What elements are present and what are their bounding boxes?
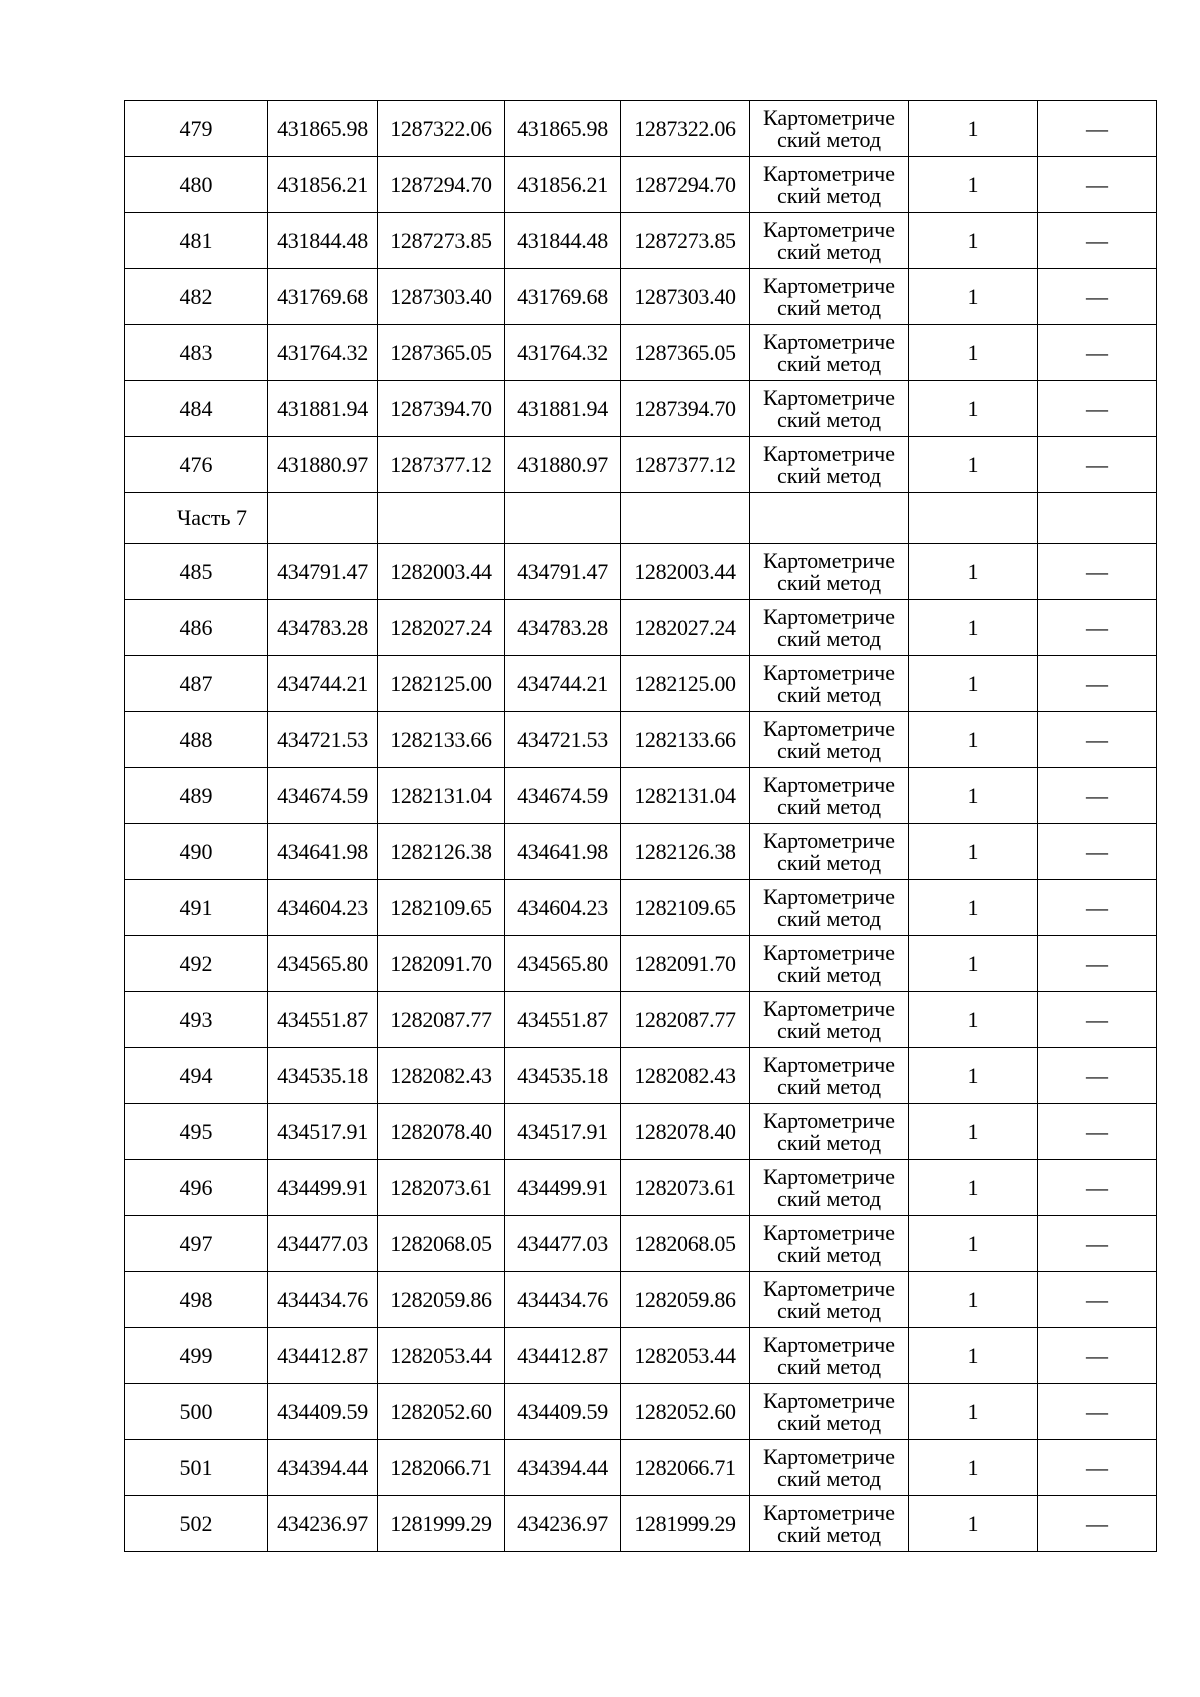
x-existing-cell: 434783.28 xyxy=(268,600,378,656)
x-existing-cell: 431769.68 xyxy=(268,269,378,325)
x-existing-cell: 431844.48 xyxy=(268,213,378,269)
x-existing-cell: 434517.91 xyxy=(268,1104,378,1160)
note-cell: — xyxy=(1038,1384,1157,1440)
y-specified-cell: 1282109.65 xyxy=(621,880,750,936)
y-specified-cell: 1282003.44 xyxy=(621,544,750,600)
method-text-line: ский метод xyxy=(776,1409,882,1435)
method-text-line: Картометриче xyxy=(763,1219,895,1245)
x-existing-cell: 434565.80 xyxy=(268,936,378,992)
y-specified-cell: 1282087.77 xyxy=(621,992,750,1048)
x-existing-cell: 434551.87 xyxy=(268,992,378,1048)
y-specified-cell: 1287322.06 xyxy=(621,101,750,157)
accuracy-cell: 1 xyxy=(909,656,1038,712)
method-cell xyxy=(750,1440,909,1496)
note-cell: — xyxy=(1038,1272,1157,1328)
method-text-line: ский метод xyxy=(776,1297,882,1323)
y-existing-cell: 1282066.71 xyxy=(378,1440,505,1496)
x-existing-cell: 434499.91 xyxy=(268,1160,378,1216)
note-cell: — xyxy=(1038,101,1157,157)
part-label: Часть 7 xyxy=(125,493,268,544)
method-text-line: Картометриче xyxy=(763,1107,895,1133)
method-text-line: ский метод xyxy=(776,681,882,707)
accuracy-cell: 1 xyxy=(909,1048,1038,1104)
x-existing-cell: 434434.76 xyxy=(268,1272,378,1328)
method-text-line: ский метод xyxy=(776,569,882,595)
method-cell xyxy=(750,381,909,437)
empty-cell xyxy=(505,493,621,544)
table-row xyxy=(125,768,1157,824)
y-existing-cell: 1282109.65 xyxy=(378,880,505,936)
method-text-line: Картометриче xyxy=(763,547,895,573)
x-existing-cell: 434721.53 xyxy=(268,712,378,768)
y-specified-cell: 1282027.24 xyxy=(621,600,750,656)
y-existing-cell: 1287303.40 xyxy=(378,269,505,325)
note-cell: — xyxy=(1038,1328,1157,1384)
y-specified-cell: 1287273.85 xyxy=(621,213,750,269)
accuracy-cell: 1 xyxy=(909,381,1038,437)
method-text-line: Картометриче xyxy=(763,272,895,298)
method-cell xyxy=(750,213,909,269)
method-text-line: Картометриче xyxy=(763,939,895,965)
y-existing-cell: 1287322.06 xyxy=(378,101,505,157)
accuracy-cell: 1 xyxy=(909,712,1038,768)
method-cell xyxy=(750,437,909,493)
method-text-line: ский метод xyxy=(776,1241,882,1267)
y-existing-cell: 1282052.60 xyxy=(378,1384,505,1440)
x-existing-cell: 434412.87 xyxy=(268,1328,378,1384)
method-text-line: Картометриче xyxy=(763,827,895,853)
x-existing-cell: 434477.03 xyxy=(268,1216,378,1272)
point-number-cell: 488 xyxy=(125,712,268,768)
method-cell xyxy=(750,712,909,768)
y-existing-cell: 1287273.85 xyxy=(378,213,505,269)
point-number-cell: 489 xyxy=(125,768,268,824)
y-specified-cell: 1287377.12 xyxy=(621,437,750,493)
method-text-line: ский метод xyxy=(776,625,882,651)
method-text-line: Картометриче xyxy=(763,216,895,242)
accuracy-cell: 1 xyxy=(909,1384,1038,1440)
method-text-line: Картометриче xyxy=(763,104,895,130)
x-specified-cell: 434791.47 xyxy=(505,544,621,600)
point-number-cell: 495 xyxy=(125,1104,268,1160)
method-text-line: Картометриче xyxy=(763,659,895,685)
point-number-cell: 499 xyxy=(125,1328,268,1384)
table-row xyxy=(125,269,1157,325)
method-text-line: ский метод xyxy=(776,905,882,931)
method-cell xyxy=(750,1496,909,1552)
x-specified-cell: 434517.91 xyxy=(505,1104,621,1160)
x-existing-cell: 431856.21 xyxy=(268,157,378,213)
table-row xyxy=(125,1104,1157,1160)
empty-cell xyxy=(1038,493,1157,544)
method-text-line: ский метод xyxy=(776,1073,882,1099)
x-existing-cell: 434409.59 xyxy=(268,1384,378,1440)
x-existing-cell: 431880.97 xyxy=(268,437,378,493)
method-text-line: Картометриче xyxy=(763,160,895,186)
y-specified-cell: 1282066.71 xyxy=(621,1440,750,1496)
x-specified-cell: 434674.59 xyxy=(505,768,621,824)
y-existing-cell: 1287294.70 xyxy=(378,157,505,213)
method-cell xyxy=(750,936,909,992)
accuracy-cell: 1 xyxy=(909,325,1038,381)
table-row xyxy=(125,437,1157,493)
note-cell: — xyxy=(1038,1440,1157,1496)
point-number-cell: 484 xyxy=(125,381,268,437)
x-existing-cell: 434394.44 xyxy=(268,1440,378,1496)
table-row xyxy=(125,880,1157,936)
x-specified-cell: 434535.18 xyxy=(505,1048,621,1104)
table-row xyxy=(125,381,1157,437)
accuracy-cell: 1 xyxy=(909,1104,1038,1160)
point-number-cell: 500 xyxy=(125,1384,268,1440)
y-existing-cell: 1282003.44 xyxy=(378,544,505,600)
x-existing-cell: 434791.47 xyxy=(268,544,378,600)
method-text-line: ский метод xyxy=(776,1353,882,1379)
point-number-cell: 502 xyxy=(125,1496,268,1552)
point-number-cell: 487 xyxy=(125,656,268,712)
y-existing-cell: 1287394.70 xyxy=(378,381,505,437)
method-text-line: ский метод xyxy=(776,793,882,819)
note-cell: — xyxy=(1038,1496,1157,1552)
y-specified-cell: 1282082.43 xyxy=(621,1048,750,1104)
point-number-cell: 479 xyxy=(125,101,268,157)
x-specified-cell: 434394.44 xyxy=(505,1440,621,1496)
table-row xyxy=(125,1328,1157,1384)
x-existing-cell: 434535.18 xyxy=(268,1048,378,1104)
method-cell xyxy=(750,544,909,600)
table-row xyxy=(125,936,1157,992)
x-existing-cell: 434744.21 xyxy=(268,656,378,712)
method-text-line: Картометриче xyxy=(763,1163,895,1189)
y-existing-cell: 1282059.86 xyxy=(378,1272,505,1328)
x-specified-cell: 431856.21 xyxy=(505,157,621,213)
y-existing-cell: 1282125.00 xyxy=(378,656,505,712)
table-row xyxy=(125,101,1157,157)
table-row xyxy=(125,600,1157,656)
empty-cell xyxy=(621,493,750,544)
method-text-line: ский метод xyxy=(776,1521,882,1547)
x-specified-cell: 434236.97 xyxy=(505,1496,621,1552)
y-existing-cell: 1282053.44 xyxy=(378,1328,505,1384)
method-cell xyxy=(750,880,909,936)
method-text-line: ский метод xyxy=(776,294,882,320)
x-specified-cell: 434477.03 xyxy=(505,1216,621,1272)
point-number-cell: 498 xyxy=(125,1272,268,1328)
note-cell: — xyxy=(1038,936,1157,992)
note-cell: — xyxy=(1038,1104,1157,1160)
accuracy-cell: 1 xyxy=(909,1496,1038,1552)
y-specified-cell: 1287365.05 xyxy=(621,325,750,381)
x-specified-cell: 434744.21 xyxy=(505,656,621,712)
part-header-row xyxy=(125,493,1157,544)
y-specified-cell: 1282125.00 xyxy=(621,656,750,712)
x-existing-cell: 434604.23 xyxy=(268,880,378,936)
y-specified-cell: 1282091.70 xyxy=(621,936,750,992)
note-cell: — xyxy=(1038,1216,1157,1272)
method-cell xyxy=(750,1328,909,1384)
method-text-line: Картометриче xyxy=(763,1499,895,1525)
table-row xyxy=(125,656,1157,712)
note-cell: — xyxy=(1038,712,1157,768)
accuracy-cell: 1 xyxy=(909,157,1038,213)
y-existing-cell: 1287365.05 xyxy=(378,325,505,381)
y-existing-cell: 1287377.12 xyxy=(378,437,505,493)
method-cell xyxy=(750,157,909,213)
method-cell xyxy=(750,1160,909,1216)
table-row xyxy=(125,824,1157,880)
table-row xyxy=(125,1160,1157,1216)
note-cell: — xyxy=(1038,824,1157,880)
accuracy-cell: 1 xyxy=(909,1328,1038,1384)
accuracy-cell: 1 xyxy=(909,600,1038,656)
table-row xyxy=(125,544,1157,600)
empty-cell xyxy=(378,493,505,544)
x-specified-cell: 434434.76 xyxy=(505,1272,621,1328)
method-text-line: ский метод xyxy=(776,350,882,376)
y-specified-cell: 1282126.38 xyxy=(621,824,750,880)
x-existing-cell: 434674.59 xyxy=(268,768,378,824)
point-number-cell: 501 xyxy=(125,1440,268,1496)
table-row xyxy=(125,1216,1157,1272)
accuracy-cell: 1 xyxy=(909,1216,1038,1272)
point-number-cell: 491 xyxy=(125,880,268,936)
y-existing-cell: 1282078.40 xyxy=(378,1104,505,1160)
note-cell: — xyxy=(1038,880,1157,936)
x-specified-cell: 431769.68 xyxy=(505,269,621,325)
method-text-line: Картометриче xyxy=(763,883,895,909)
y-specified-cell: 1287294.70 xyxy=(621,157,750,213)
method-cell xyxy=(750,1272,909,1328)
y-existing-cell: 1282068.05 xyxy=(378,1216,505,1272)
x-specified-cell: 431865.98 xyxy=(505,101,621,157)
method-text-line: Картометриче xyxy=(763,771,895,797)
x-existing-cell: 431881.94 xyxy=(268,381,378,437)
y-existing-cell: 1282133.66 xyxy=(378,712,505,768)
note-cell: — xyxy=(1038,269,1157,325)
accuracy-cell: 1 xyxy=(909,101,1038,157)
point-number-cell: 494 xyxy=(125,1048,268,1104)
method-cell xyxy=(750,1216,909,1272)
accuracy-cell: 1 xyxy=(909,544,1038,600)
method-text-line: Картометриче xyxy=(763,1331,895,1357)
method-text-line: ский метод xyxy=(776,406,882,432)
point-number-cell: 486 xyxy=(125,600,268,656)
y-existing-cell: 1282087.77 xyxy=(378,992,505,1048)
y-specified-cell: 1282078.40 xyxy=(621,1104,750,1160)
method-text-line: ский метод xyxy=(776,961,882,987)
table-row xyxy=(125,157,1157,213)
empty-cell xyxy=(750,493,909,544)
point-number-cell: 476 xyxy=(125,437,268,493)
note-cell: — xyxy=(1038,1048,1157,1104)
x-specified-cell: 434641.98 xyxy=(505,824,621,880)
point-number-cell: 482 xyxy=(125,269,268,325)
accuracy-cell: 1 xyxy=(909,1272,1038,1328)
method-cell xyxy=(750,768,909,824)
accuracy-cell: 1 xyxy=(909,880,1038,936)
table-row xyxy=(125,1048,1157,1104)
x-specified-cell: 434783.28 xyxy=(505,600,621,656)
method-text-line: ский метод xyxy=(776,1185,882,1211)
point-number-cell: 496 xyxy=(125,1160,268,1216)
table-row xyxy=(125,325,1157,381)
note-cell: — xyxy=(1038,437,1157,493)
point-number-cell: 493 xyxy=(125,992,268,1048)
x-specified-cell: 434412.87 xyxy=(505,1328,621,1384)
accuracy-cell: 1 xyxy=(909,992,1038,1048)
method-text-line: ский метод xyxy=(776,126,882,152)
x-specified-cell: 431881.94 xyxy=(505,381,621,437)
point-number-cell: 485 xyxy=(125,544,268,600)
point-number-cell: 492 xyxy=(125,936,268,992)
x-specified-cell: 434565.80 xyxy=(505,936,621,992)
method-text-line: ский метод xyxy=(776,462,882,488)
y-specified-cell: 1287394.70 xyxy=(621,381,750,437)
accuracy-cell: 1 xyxy=(909,936,1038,992)
x-existing-cell: 434236.97 xyxy=(268,1496,378,1552)
x-existing-cell: 434641.98 xyxy=(268,824,378,880)
note-cell: — xyxy=(1038,656,1157,712)
method-text-line: Картометриче xyxy=(763,995,895,1021)
method-cell xyxy=(750,1384,909,1440)
method-text-line: ский метод xyxy=(776,238,882,264)
y-specified-cell: 1282068.05 xyxy=(621,1216,750,1272)
note-cell: — xyxy=(1038,600,1157,656)
note-cell: — xyxy=(1038,768,1157,824)
x-existing-cell: 431865.98 xyxy=(268,101,378,157)
point-number-cell: 490 xyxy=(125,824,268,880)
method-cell xyxy=(750,269,909,325)
method-cell xyxy=(750,656,909,712)
y-existing-cell: 1282126.38 xyxy=(378,824,505,880)
x-specified-cell: 434409.59 xyxy=(505,1384,621,1440)
x-specified-cell: 434721.53 xyxy=(505,712,621,768)
method-text-line: ский метод xyxy=(776,737,882,763)
method-text-line: Картометриче xyxy=(763,440,895,466)
note-cell: — xyxy=(1038,1160,1157,1216)
method-cell xyxy=(750,1104,909,1160)
accuracy-cell: 1 xyxy=(909,437,1038,493)
table-row xyxy=(125,1496,1157,1552)
method-cell xyxy=(750,101,909,157)
note-cell: — xyxy=(1038,992,1157,1048)
empty-cell xyxy=(909,493,1038,544)
x-specified-cell: 431764.32 xyxy=(505,325,621,381)
note-cell: — xyxy=(1038,213,1157,269)
method-cell xyxy=(750,992,909,1048)
method-text-line: Картометриче xyxy=(763,1275,895,1301)
accuracy-cell: 1 xyxy=(909,1160,1038,1216)
y-existing-cell: 1282027.24 xyxy=(378,600,505,656)
method-text-line: Картометриче xyxy=(763,384,895,410)
accuracy-cell: 1 xyxy=(909,213,1038,269)
method-text-line: Картометриче xyxy=(763,1443,895,1469)
method-text-line: ский метод xyxy=(776,1465,882,1491)
x-specified-cell: 434499.91 xyxy=(505,1160,621,1216)
y-specified-cell: 1287303.40 xyxy=(621,269,750,325)
coordinates-table-body xyxy=(125,101,1157,1552)
y-specified-cell: 1282073.61 xyxy=(621,1160,750,1216)
y-specified-cell: 1282131.04 xyxy=(621,768,750,824)
y-existing-cell: 1282131.04 xyxy=(378,768,505,824)
accuracy-cell: 1 xyxy=(909,824,1038,880)
accuracy-cell: 1 xyxy=(909,768,1038,824)
accuracy-cell: 1 xyxy=(909,1440,1038,1496)
table-row xyxy=(125,1272,1157,1328)
x-specified-cell: 431880.97 xyxy=(505,437,621,493)
x-specified-cell: 434551.87 xyxy=(505,992,621,1048)
y-specified-cell: 1281999.29 xyxy=(621,1496,750,1552)
x-existing-cell: 431764.32 xyxy=(268,325,378,381)
x-specified-cell: 434604.23 xyxy=(505,880,621,936)
point-number-cell: 483 xyxy=(125,325,268,381)
method-text-line: Картометриче xyxy=(763,328,895,354)
coordinates-table xyxy=(124,100,1157,1552)
point-number-cell: 497 xyxy=(125,1216,268,1272)
y-specified-cell: 1282053.44 xyxy=(621,1328,750,1384)
empty-cell xyxy=(268,493,378,544)
method-text-line: ский метод xyxy=(776,1017,882,1043)
method-cell xyxy=(750,1048,909,1104)
method-cell xyxy=(750,325,909,381)
method-cell xyxy=(750,824,909,880)
method-text-line: ский метод xyxy=(776,1129,882,1155)
table-row xyxy=(125,1440,1157,1496)
method-text-line: ский метод xyxy=(776,182,882,208)
note-cell: — xyxy=(1038,381,1157,437)
method-text-line: ский метод xyxy=(776,849,882,875)
method-text-line: Картометриче xyxy=(763,1051,895,1077)
y-specified-cell: 1282133.66 xyxy=(621,712,750,768)
method-text-line: Картометриче xyxy=(763,603,895,629)
y-existing-cell: 1282073.61 xyxy=(378,1160,505,1216)
y-existing-cell: 1282091.70 xyxy=(378,936,505,992)
y-existing-cell: 1281999.29 xyxy=(378,1496,505,1552)
x-specified-cell: 431844.48 xyxy=(505,213,621,269)
note-cell: — xyxy=(1038,157,1157,213)
table-row xyxy=(125,712,1157,768)
table-row xyxy=(125,213,1157,269)
table-row xyxy=(125,1384,1157,1440)
y-existing-cell: 1282082.43 xyxy=(378,1048,505,1104)
y-specified-cell: 1282052.60 xyxy=(621,1384,750,1440)
note-cell: — xyxy=(1038,544,1157,600)
method-text-line: Картометриче xyxy=(763,715,895,741)
y-specified-cell: 1282059.86 xyxy=(621,1272,750,1328)
table-row xyxy=(125,992,1157,1048)
point-number-cell: 481 xyxy=(125,213,268,269)
accuracy-cell: 1 xyxy=(909,269,1038,325)
point-number-cell: 480 xyxy=(125,157,268,213)
note-cell: — xyxy=(1038,325,1157,381)
method-text-line: Картометриче xyxy=(763,1387,895,1413)
method-cell xyxy=(750,600,909,656)
